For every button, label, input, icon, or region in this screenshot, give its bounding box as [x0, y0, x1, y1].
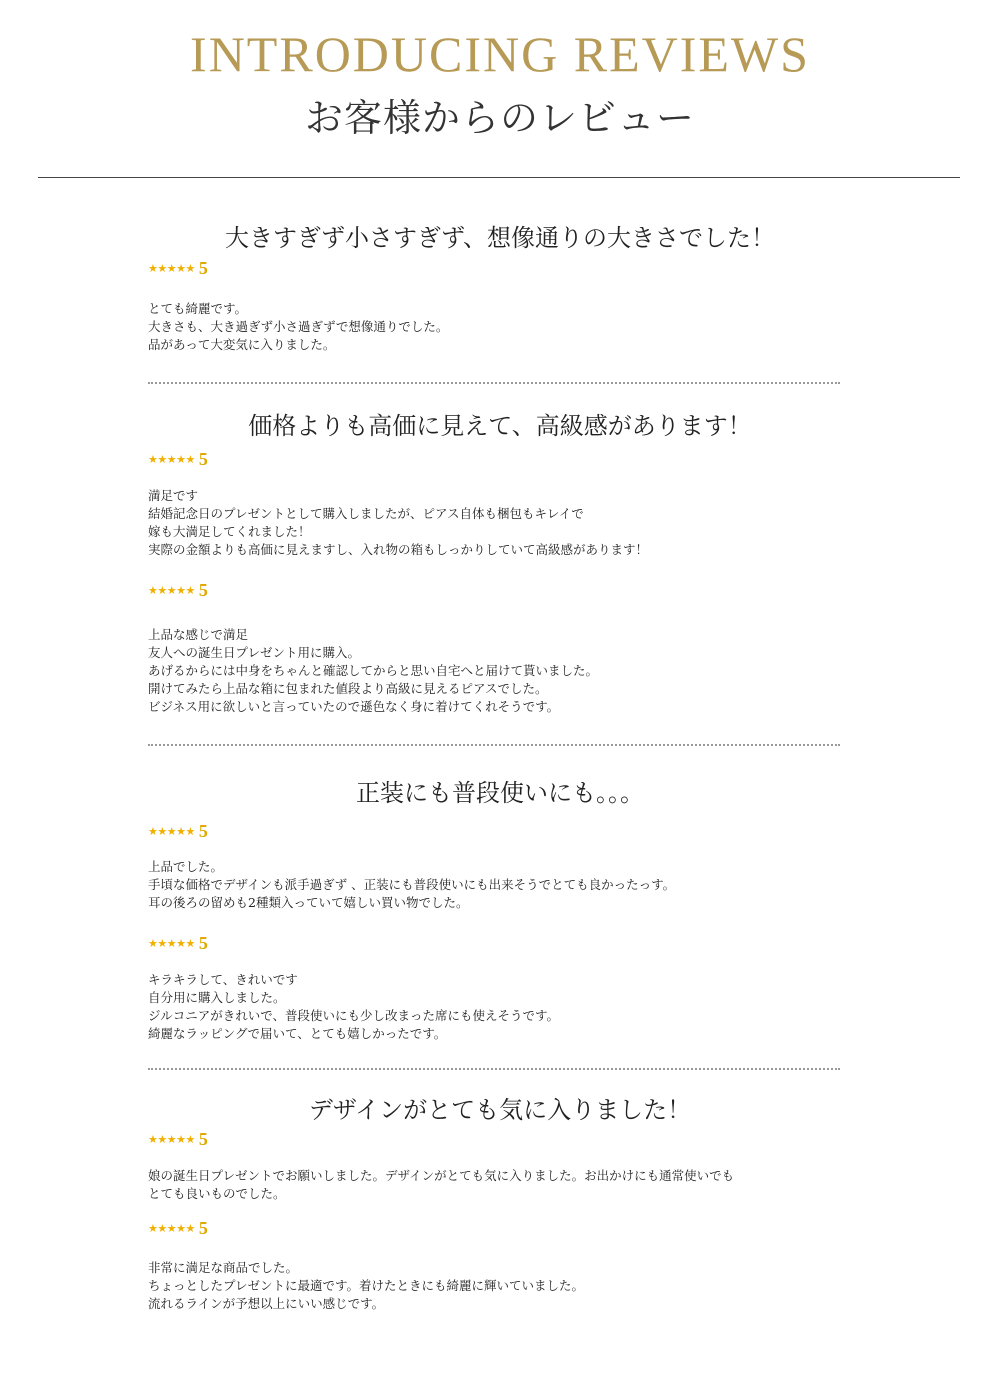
stars-icon: ★★★★★ [148, 1132, 195, 1146]
review-text: キラキラして、きれいです 自分用に購入しました。 ジルコニアがきれいで、普段使いにも少し改まった席にも使えそうです。 綺麗なラッピングで届いて、とても嬉しかったです。 [148, 972, 559, 1041]
review-text: 娘の誕生日プレゼントでお願いしました。デザインがとても気に入りました。お出かけにも通常使いでも とても良いものでした。 [148, 1168, 735, 1201]
star-rating [148, 1129, 208, 1149]
star-rating [148, 580, 208, 600]
rating-score: 5 [198, 933, 208, 953]
section-title: 正装にも普段使いにも。。。 [356, 779, 644, 807]
rating-score: 5 [198, 580, 208, 600]
stars-icon: ★★★★★ [148, 936, 195, 950]
heading-english: INTRODUCING REVIEWS [190, 26, 810, 82]
stars-icon: ★★★★★ [148, 824, 195, 838]
section-title: デザインがとても気に入りました！ [308, 1096, 692, 1124]
review-text: 上品でした。 手頃な価格でデザインも派手過ぎず 、正装にも普段使いにも出来そうでとても良かったっす。 耳の後ろの留めも2種類入っていて嬉しい買い物でした。 [148, 859, 676, 910]
star-rating [148, 821, 208, 841]
stars-icon: ★★★★★ [148, 1221, 195, 1235]
rating-score: 5 [198, 258, 208, 278]
heading-japanese: お客様からのレビュー [304, 96, 695, 140]
dotted-divider [148, 744, 840, 746]
star-rating [148, 1218, 208, 1238]
stars-icon: ★★★★★ [148, 583, 195, 597]
rating-score: 5 [198, 1218, 208, 1238]
star-rating [148, 258, 208, 278]
section-title: 価格よりも高価に見えて、高級感があります！ [248, 412, 752, 440]
rating-score: 5 [198, 449, 208, 469]
review-text: とても綺麗です。 大きさも、大き過ぎず小さ過ぎずで想像通りでした。 品があって大変気に入りました。 [148, 301, 449, 352]
header-divider [38, 177, 960, 178]
dotted-divider [148, 382, 840, 384]
rating-score: 5 [198, 1129, 208, 1149]
rating-score: 5 [198, 821, 208, 841]
review-text: 非常に満足な商品でした。 ちょっとしたプレゼントに最適です。着けたときにも綺麗に輝いていました。 流れるラインが予想以上にいい感じです。 [148, 1260, 585, 1311]
review-text: 満足です 結婚記念日のプレゼントとして購入しましたが、ピアス自体も梱包もキレイで 嫁も大満足してくれました！ 実際の金額よりも高価に見えますし、入れ物の箱もしっかりしていて高級感があります！ [148, 488, 649, 557]
section-title: 大きすぎず小さすぎず、想像通りの大きさでした！ [224, 224, 776, 252]
stars-icon: ★★★★★ [148, 261, 195, 275]
star-rating [148, 449, 208, 469]
review-text: 上品な感じで満足 友人への誕生日プレゼント用に購入。 あげるからには中身をちゃんと確認してからと思い自宅へと届けて貰いました。 開けてみたら上品な箱に包まれた値段より高級に見えるピアスでした。 ビジネス用に欲しいと言っていたので遜色なく身に着けてくれそうです。 [148, 627, 599, 714]
stars-icon: ★★★★★ [148, 452, 195, 466]
dotted-divider [148, 1068, 840, 1070]
star-rating [148, 933, 208, 953]
